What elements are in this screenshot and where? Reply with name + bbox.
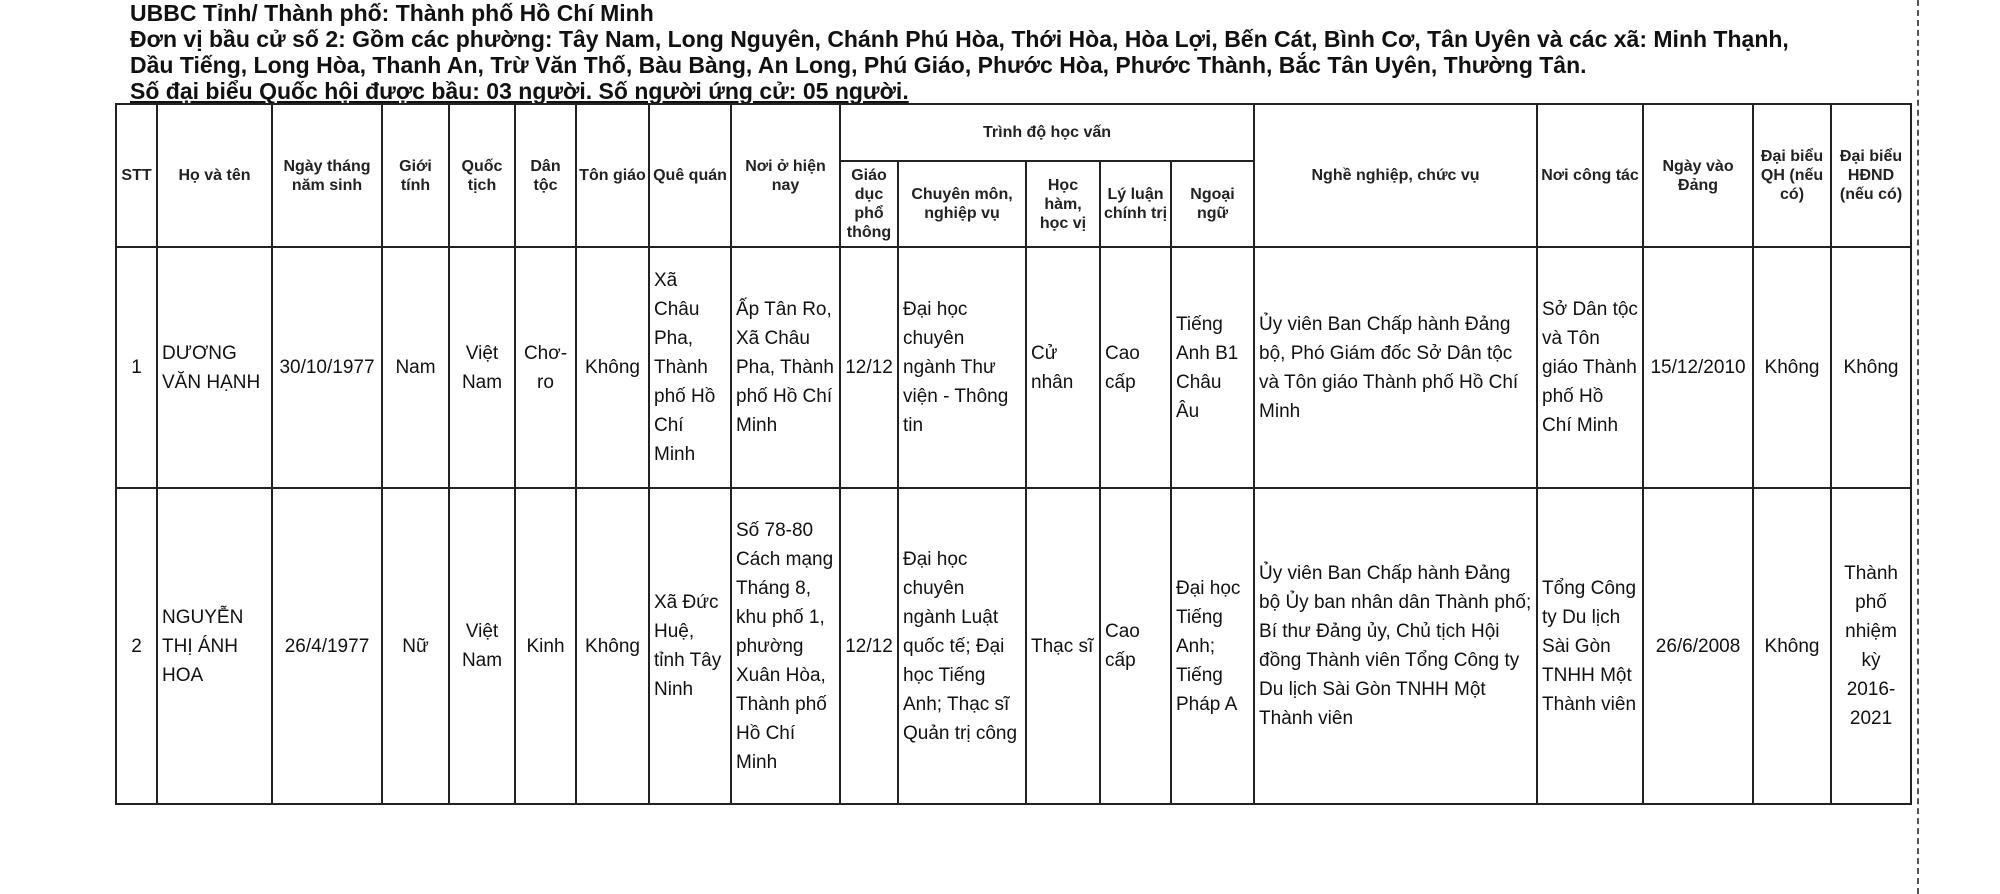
col-party-date: Ngày vào Đảng bbox=[1643, 104, 1753, 247]
col-hometown: Quê quán bbox=[649, 104, 731, 247]
cell-general-edu: 12/12 bbox=[840, 488, 898, 804]
cell-nationality: Việt Nam bbox=[449, 488, 515, 804]
cell-stt: 2 bbox=[116, 488, 157, 804]
col-name: Họ và tên bbox=[157, 104, 272, 247]
cell-specialty: Đại học chuyên ngành Thư viện - Thông tin bbox=[898, 247, 1026, 488]
col-religion: Tôn giáo bbox=[576, 104, 649, 247]
cell-degree: Thạc sĩ bbox=[1026, 488, 1100, 804]
cell-na-delegate: Không bbox=[1753, 247, 1831, 488]
seats-line: Số đại biểu Quốc hội được bầu: 03 người. Số người ứng cử: 05 người. bbox=[130, 78, 909, 104]
cell-residence: Ấp Tân Ro, Xã Châu Pha, Thành phố Hồ Chí Minh bbox=[731, 247, 840, 488]
col-degree: Học hàm, học vị bbox=[1026, 161, 1100, 247]
col-gender: Giới tính bbox=[382, 104, 449, 247]
cell-hometown: Xã Đức Huệ, tỉnh Tây Ninh bbox=[649, 488, 731, 804]
cell-language: Đại học Tiếng Anh; Tiếng Pháp A bbox=[1171, 488, 1254, 804]
candidate-row bbox=[116, 247, 1911, 488]
cell-degree: Cử nhân bbox=[1026, 247, 1100, 488]
cell-dob: 26/4/1977 bbox=[272, 488, 382, 804]
cell-ethnicity: Kinh bbox=[515, 488, 576, 804]
cell-workplace: Sở Dân tộc và Tôn giáo Thành phố Hồ Chí Minh bbox=[1537, 247, 1643, 488]
col-stt: STT bbox=[116, 104, 157, 247]
cell-ethnicity: Chơ-ro bbox=[515, 247, 576, 488]
cell-occupation: Ủy viên Ban Chấp hành Đảng bộ Ủy ban nhân dân Thành phố; Bí thư Đảng ủy, Chủ tịch Hội đồng Thành viên Tổng Công ty Du lịch Sài Gòn TNHH Một Thành viên bbox=[1254, 488, 1537, 804]
province-line: UBBC Tỉnh/ Thành phố: Thành phố Hồ Chí Minh bbox=[130, 0, 654, 26]
cell-name: NGUYỄN THỊ ÁNH HOA bbox=[157, 488, 272, 804]
cell-party-date: 15/12/2010 bbox=[1643, 247, 1753, 488]
cell-name: DƯƠNG VĂN HẠNH bbox=[157, 247, 272, 488]
cell-workplace: Tổng Công ty Du lịch Sài Gòn TNHH Một Thành viên bbox=[1537, 488, 1643, 804]
cell-gender: Nam bbox=[382, 247, 449, 488]
col-language: Ngoại ngữ bbox=[1171, 161, 1254, 247]
document-header bbox=[130, 0, 1990, 104]
col-workplace: Nơi công tác bbox=[1537, 104, 1643, 247]
cell-gender: Nữ bbox=[382, 488, 449, 804]
col-dob: Ngày tháng năm sinh bbox=[272, 104, 382, 247]
col-specialty: Chuyên môn, nghiệp vụ bbox=[898, 161, 1026, 247]
cell-nationality: Việt Nam bbox=[449, 247, 515, 488]
cell-dob: 30/10/1977 bbox=[272, 247, 382, 488]
col-na-delegate: Đại biểu QH (nếu có) bbox=[1753, 104, 1831, 247]
col-residence: Nơi ở hiện nay bbox=[731, 104, 840, 247]
col-pc-delegate: Đại biểu HĐND (nếu có) bbox=[1831, 104, 1911, 247]
cell-stt: 1 bbox=[116, 247, 157, 488]
col-general-edu: Giáo dục phổ thông bbox=[840, 161, 898, 247]
candidate-table bbox=[115, 103, 1912, 805]
scan-fold-line bbox=[1917, 0, 1919, 894]
cell-language: Tiếng Anh B1 Châu Âu bbox=[1171, 247, 1254, 488]
cell-pc-delegate: Thành phố nhiệm kỳ 2016-2021 bbox=[1831, 488, 1911, 804]
constituency-line-cont: Dầu Tiếng, Long Hòa, Thanh An, Trừ Văn Thố, Bàu Bàng, An Long, Phú Giáo, Phước Hòa, Phước Thành, Bắc Tân Uyên, Thường Tân. bbox=[130, 52, 1587, 78]
cell-hometown: Xã Châu Pha, Thành phố Hồ Chí Minh bbox=[649, 247, 731, 488]
col-ethnicity: Dân tộc bbox=[515, 104, 576, 247]
candidate-row bbox=[116, 488, 1911, 804]
col-occupation: Nghề nghiệp, chức vụ bbox=[1254, 104, 1537, 247]
cell-religion: Không bbox=[576, 488, 649, 804]
cell-political: Cao cấp bbox=[1100, 247, 1171, 488]
cell-residence: Số 78-80 Cách mạng Tháng 8, khu phố 1, phường Xuân Hòa, Thành phố Hồ Chí Minh bbox=[731, 488, 840, 804]
cell-pc-delegate: Không bbox=[1831, 247, 1911, 488]
constituency-line: Đơn vị bầu cử số 2: Gồm các phường: Tây Nam, Long Nguyên, Chánh Phú Hòa, Thới Hòa, Hòa Lợi, Bến Cát, Bình Cơ, Tân Uyên và các xã: Minh Thạnh, bbox=[130, 26, 1789, 52]
header-row-1 bbox=[116, 104, 1911, 161]
col-education-group: Trình độ học vấn bbox=[840, 104, 1254, 161]
col-political: Lý luận chính trị bbox=[1100, 161, 1171, 247]
cell-general-edu: 12/12 bbox=[840, 247, 898, 488]
cell-political: Cao cấp bbox=[1100, 488, 1171, 804]
cell-occupation: Ủy viên Ban Chấp hành Đảng bộ, Phó Giám đốc Sở Dân tộc và Tôn giáo Thành phố Hồ Chí Minh bbox=[1254, 247, 1537, 488]
cell-religion: Không bbox=[576, 247, 649, 488]
cell-party-date: 26/6/2008 bbox=[1643, 488, 1753, 804]
cell-specialty: Đại học chuyên ngành Luật quốc tế; Đại học Tiếng Anh; Thạc sĩ Quản trị công bbox=[898, 488, 1026, 804]
col-nationality: Quốc tịch bbox=[449, 104, 515, 247]
cell-na-delegate: Không bbox=[1753, 488, 1831, 804]
